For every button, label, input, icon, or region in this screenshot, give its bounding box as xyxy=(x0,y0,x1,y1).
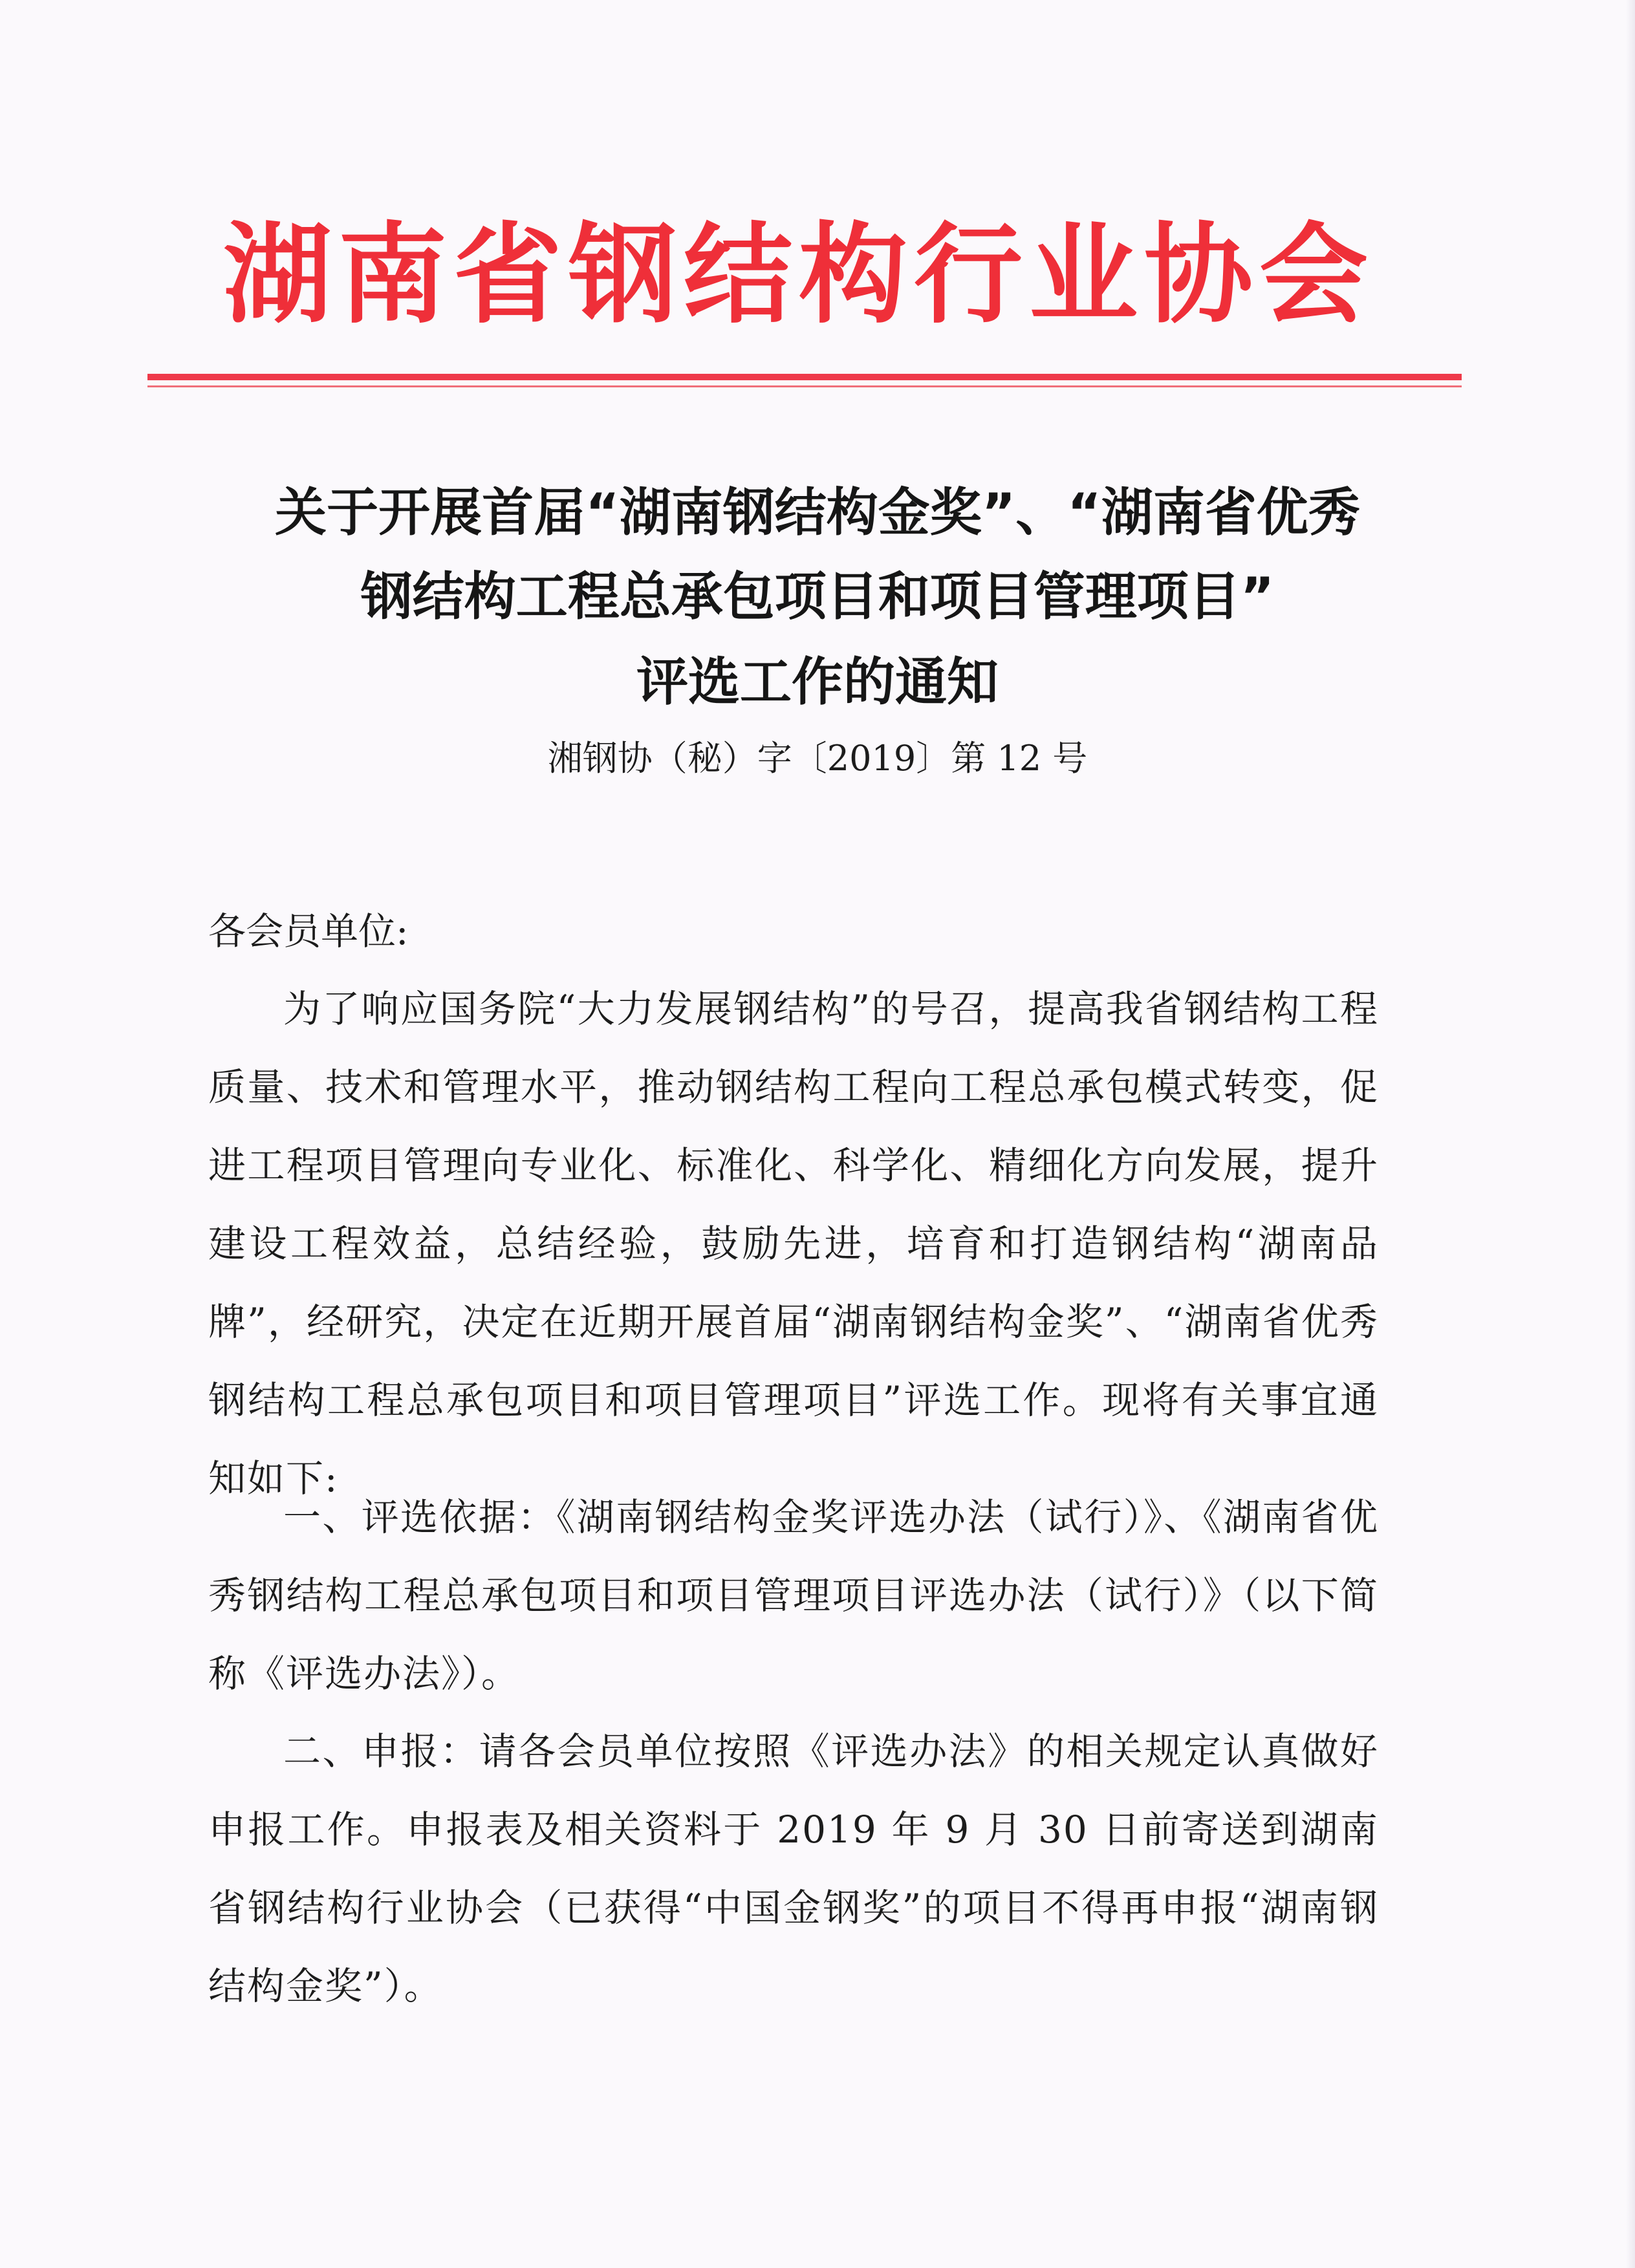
notice-title-line-2: 钢结构工程总承包项目和项目管理项目” xyxy=(360,567,1275,627)
scan-edge-shadow xyxy=(1626,0,1635,2268)
letterhead-red-rule-thin xyxy=(147,385,1462,387)
notice-title-line-3: 评选工作的通知 xyxy=(636,652,999,712)
letterhead-red-rule xyxy=(147,374,1462,380)
notice-title-line-1: 关于开展首届“湖南钢结构金奖”、“湖南省优秀 xyxy=(275,482,1360,543)
body-paragraph-basis: 一、评选依据：《湖南钢结构金奖评选办法（试行）》、《湖南省优秀钢结构工程总承包项目和项目管理项目评选办法（试行）》（以下简称《评选办法》）。 xyxy=(208,1495,1379,1696)
body-paragraph-application: 二、申报：请各会员单位按照《评选办法》的相关规定认真做好申报工作。申报表及相关资料于 2019 年 9 月 30 日前寄送到湖南省钢结构行业协会（已获得“中国金钢奖”的项目不得再申报“湖南钢结构金奖”）。 xyxy=(208,1729,1379,2008)
salutation: 各会员单位: xyxy=(208,909,409,953)
document-number: 湘钢协（秘）字〔2019〕第 12 号 xyxy=(547,738,1088,779)
letterhead-org-name: 湖南省钢结构行业协会 xyxy=(223,211,1374,338)
body-paragraph-intro: 为了响应国务院“大力发展钢结构”的号召，提高我省钢结构工程质量、技术和管理水平，推动钢结构工程向工程总承包模式转变，促进工程项目管理向专业化、标准化、科学化、精细化方向发展，提升建设工程效益，总结经验，鼓励先进，培育和打造钢结构“湖南品牌”，经研究，决定在近期开展首届“湖南钢结构金奖”、“湖南省优秀钢结构工程总承包项目和项目管理项目”评选工作。现将有关事宜通知如下: xyxy=(208,987,1379,1500)
